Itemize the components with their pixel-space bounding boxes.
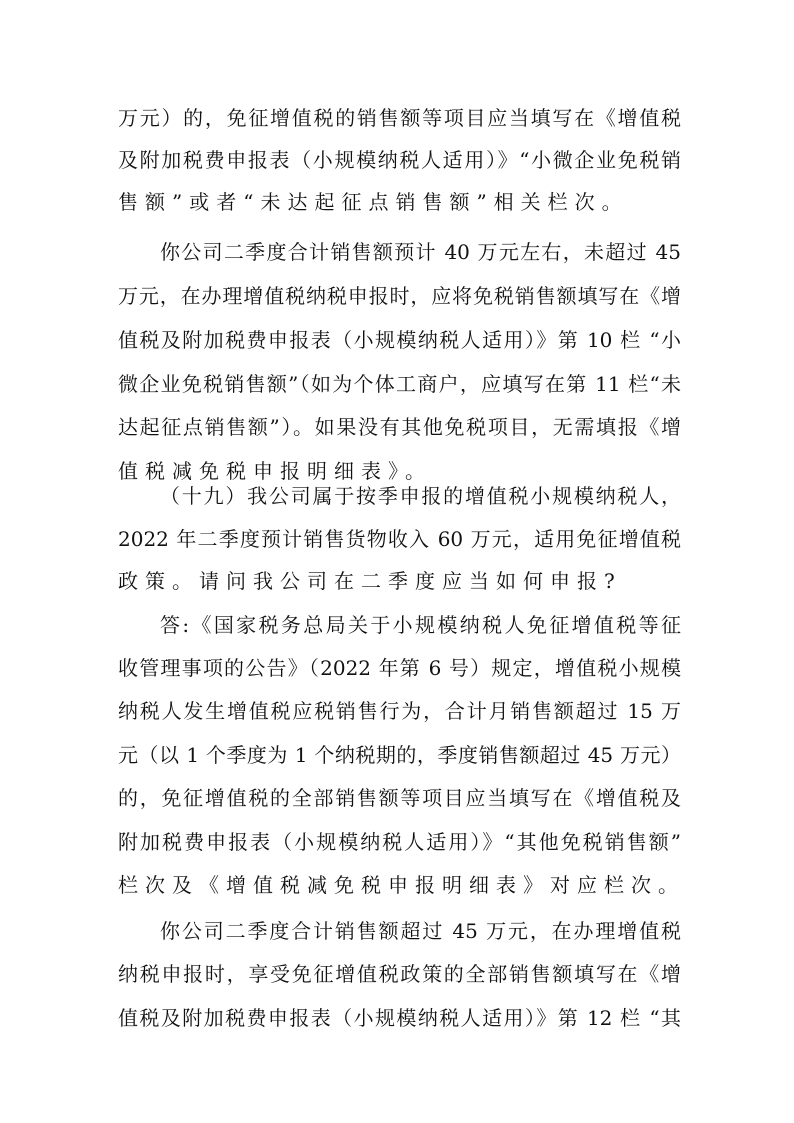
text-line: 的，免征增值税的全部销售额等项目应当填写在《增值税及: [118, 786, 681, 810]
text-line: 及附加税费申报表（小规模纳税人适用）》“小微企业免税销: [118, 148, 681, 172]
text-line: 附加税费申报表（小规模纳税人适用）》“其他免税销售额”: [118, 830, 681, 854]
text-line: 值税及附加税费申报表（小规模纳税人适用）》第 10 栏 “小: [118, 328, 681, 352]
text-line: 栏次及《增值税减免税申报明细表》对应栏次。: [118, 873, 685, 897]
text-line: 达起征点销售额”）。如果没有其他免税项目，无需填报《增: [118, 415, 681, 439]
text-line: 纳税申报时，享受免征增值税政策的全部销售额填写在《增: [118, 962, 681, 986]
text-line: 收管理事项的公告》（2022 年第 6 号）规定，增值税小规模: [118, 656, 681, 680]
answer-text: 答:《国家税务总局关于小规模纳税人免征增值税等征: [160, 613, 681, 637]
text-line: 你公司二季度合计销售额预计 40 万元左右，未超过 45: [160, 240, 681, 264]
text-line: 纳税人发生增值税应税销售行为，合计月销售额超过 15 万: [118, 699, 681, 723]
text-line: 万元，在办理增值税纳税申报时，应将免税销售额填写在《增: [118, 284, 681, 308]
text-line: 值税及附加税费申报表（小规模纳税人适用）》第 12 栏 “其: [118, 1006, 681, 1030]
text-line: 微企业免税销售额”（如为个体工商户，应填写在第 11 栏“未: [118, 372, 681, 396]
question-text: 政策。请问我公司在二季度应当如何申报?: [118, 569, 622, 593]
text-line: 元（以 1 个季度为 1 个纳税期的，季度销售额超过 45 万元）: [118, 743, 681, 767]
text-line: 售额”或者“未达起征点销售额”相关栏次。: [118, 190, 629, 214]
text-line: 你公司二季度合计销售额超过 45 万元，在办理增值税: [160, 919, 681, 943]
text-line: 万元）的，免征增值税的销售额等项目应当填写在《增值税: [118, 106, 681, 130]
question-heading: （十九）我公司属于按季申报的增值税小规模纳税人，: [160, 484, 681, 508]
question-text: 2022 年二季度预计销售货物收入 60 万元，适用免征增值税: [118, 527, 681, 551]
text-line: 值税减免税申报明细表》。: [118, 459, 432, 483]
